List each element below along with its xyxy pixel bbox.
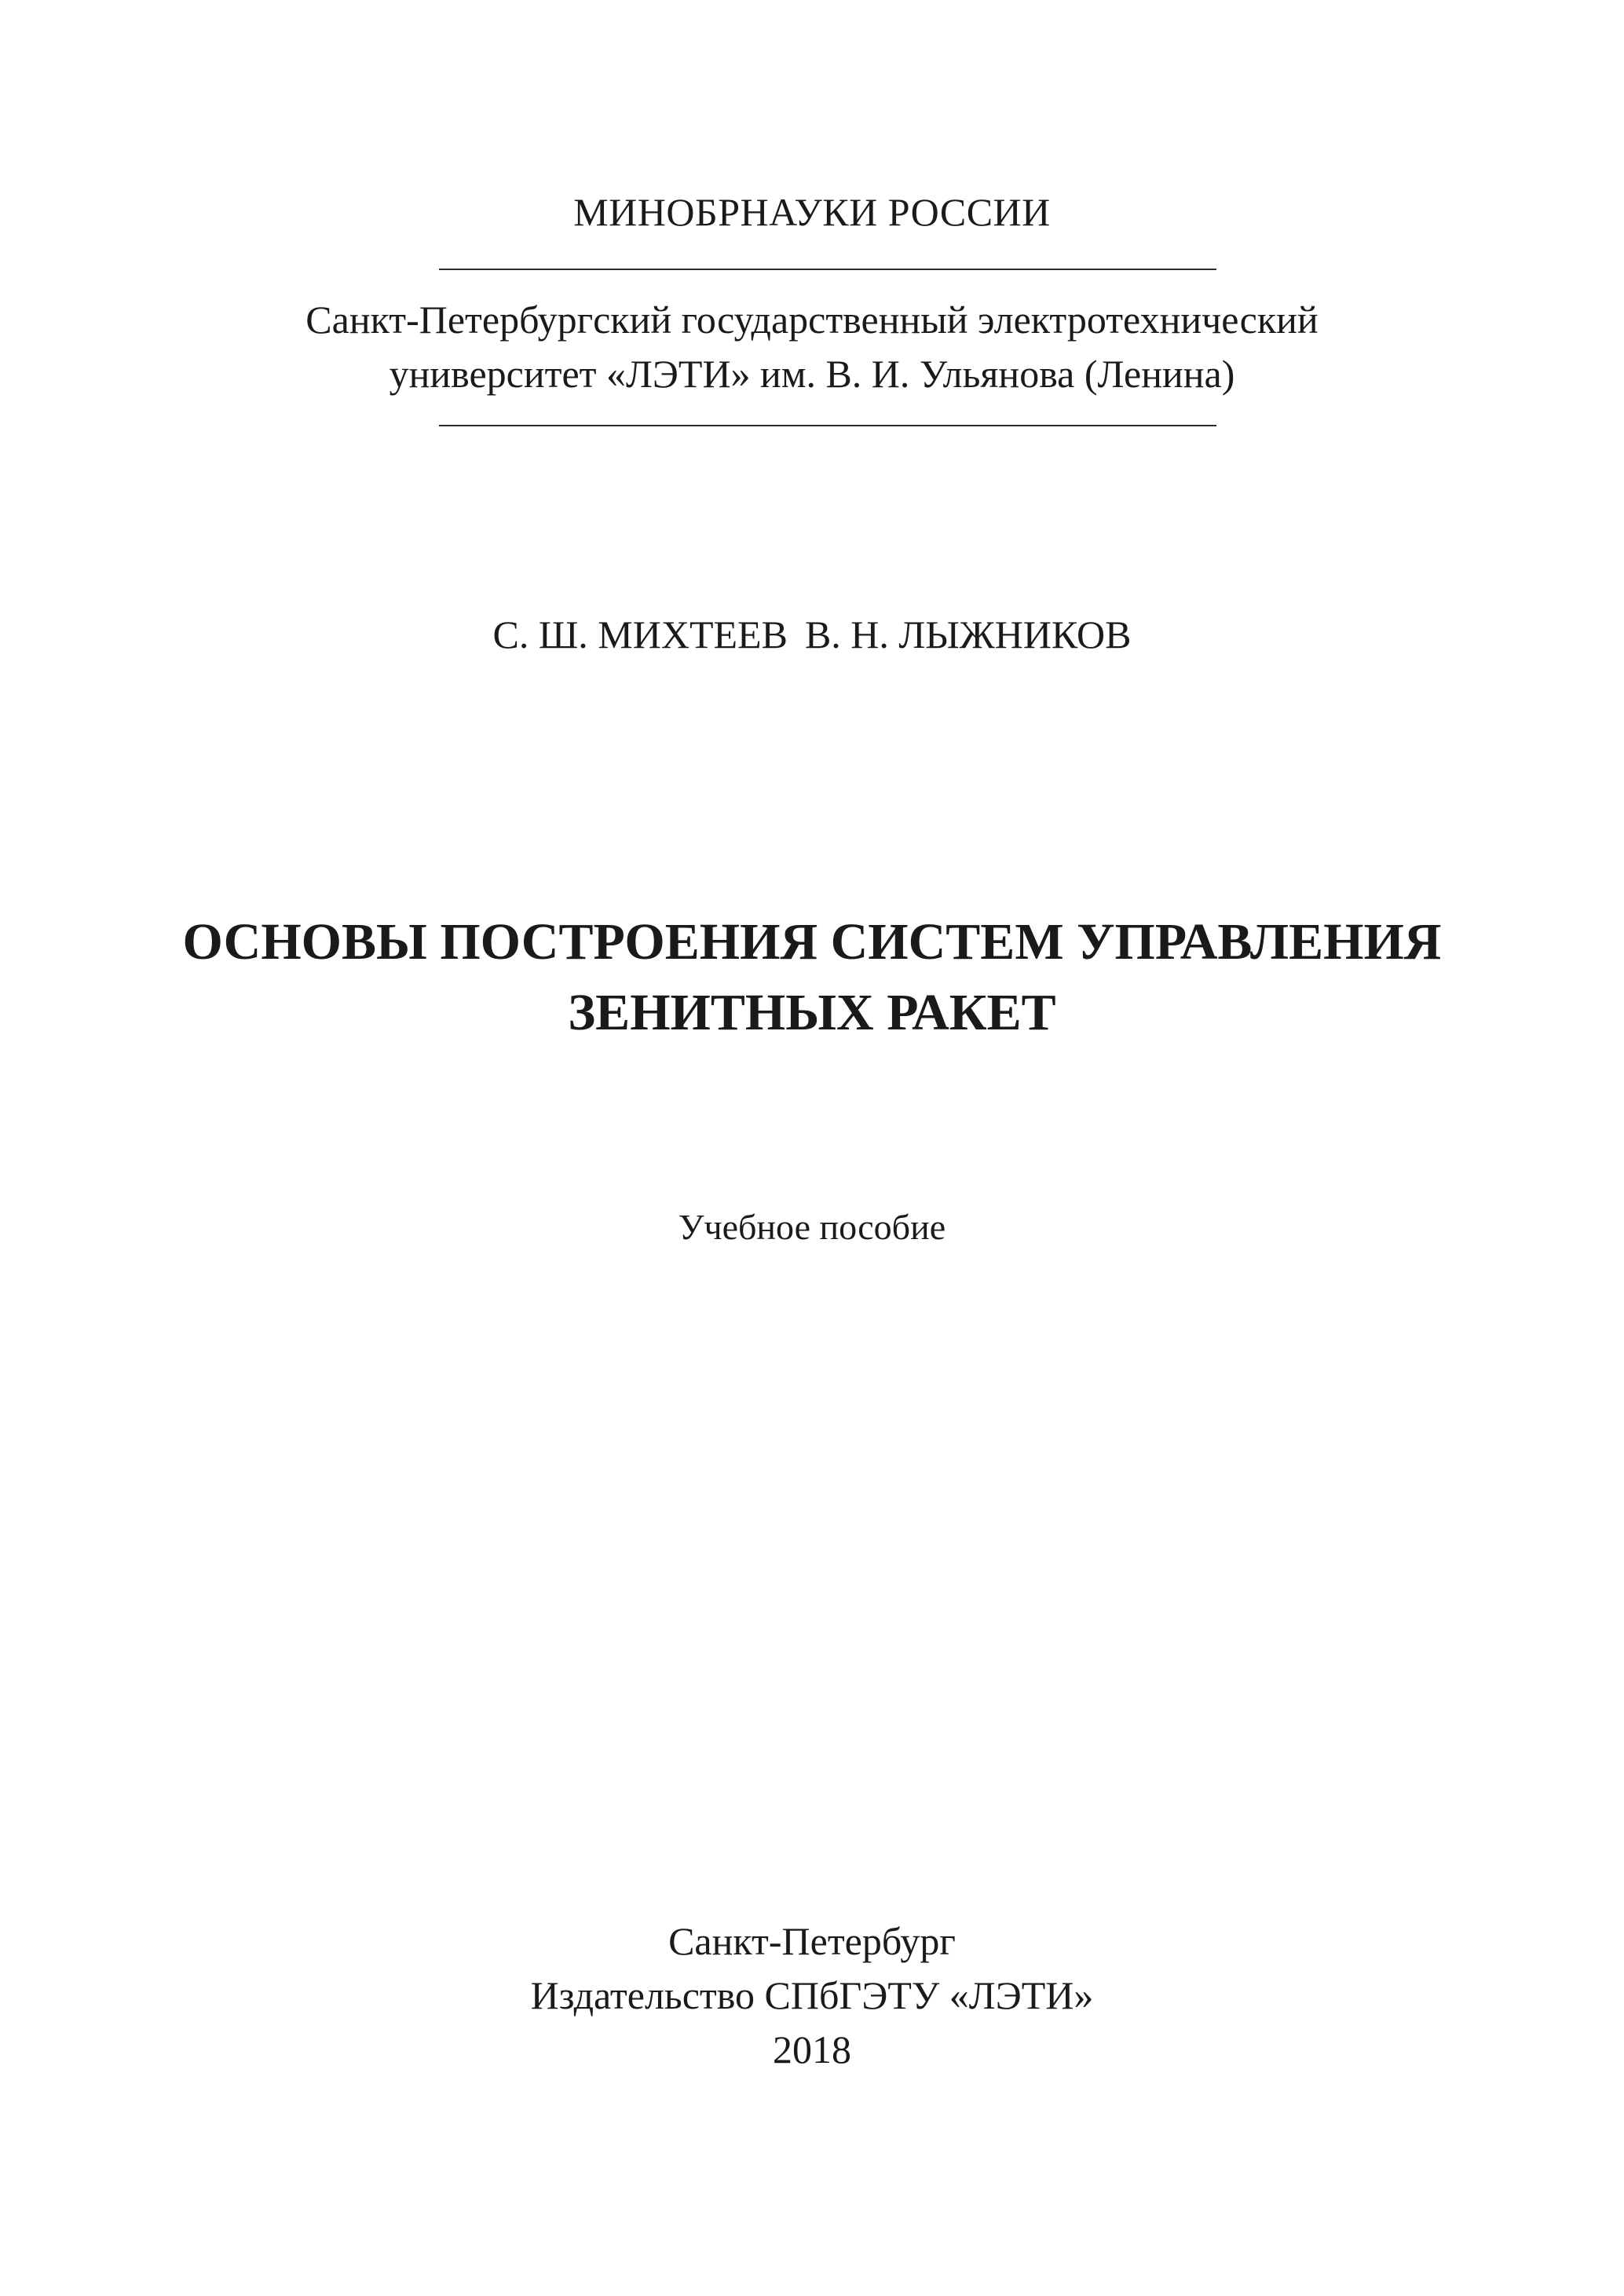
university-name-line-2: университет «ЛЭТИ» им. В. И. Ульянова (Ленина) <box>389 352 1235 396</box>
imprint-city: Санкт-Петербург <box>668 1919 956 1963</box>
university-name-line-1: Санкт-Петербургский государственный электротехнический <box>305 298 1319 342</box>
ministry-name: МИНОБРНАУКИ РОССИИ <box>573 190 1051 234</box>
author-2: В. Н. ЛЫЖНИКОВ <box>804 612 1132 656</box>
book-title-line-2: ЗЕНИТНЫХ РАКЕТ <box>568 984 1056 1041</box>
book-title-line-1: ОСНОВЫ ПОСТРОЕНИЯ СИСТЕМ УПРАВЛЕНИЯ <box>182 913 1442 971</box>
header-divider-bottom <box>439 425 1216 426</box>
imprint-publisher: Издательство СПбГЭТУ «ЛЭТИ» <box>530 1973 1094 2017</box>
authors-line <box>0 611 1624 658</box>
author-1: С. Ш. МИХТЕЕВ <box>492 612 788 656</box>
header-divider-top <box>439 269 1216 270</box>
document-type: Учебное пособие <box>678 1207 946 1247</box>
imprint-year: 2018 <box>773 2027 851 2071</box>
